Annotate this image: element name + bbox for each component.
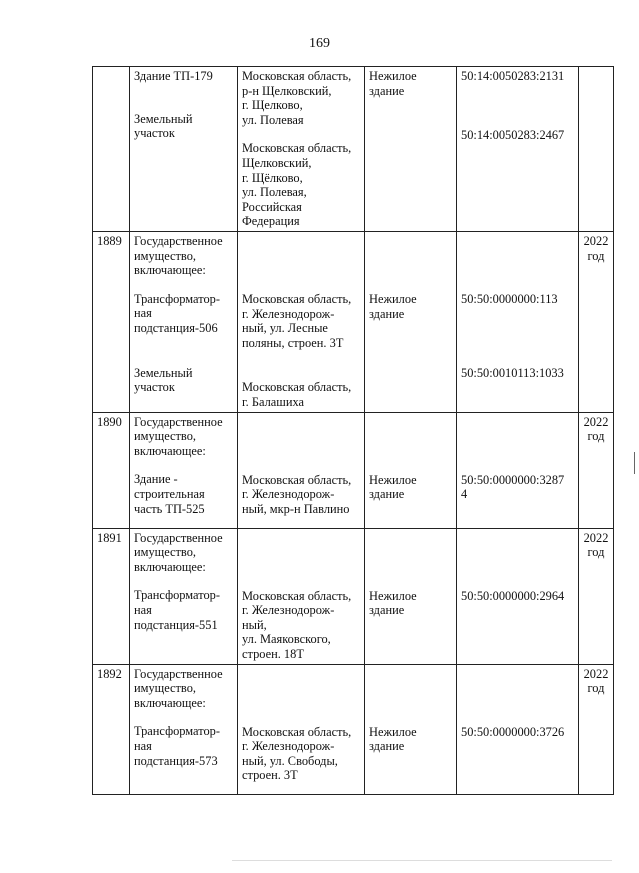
address-cell — [238, 412, 365, 528]
item-name: Земельный участок — [134, 111, 193, 141]
cadastral-number: 50:14:0050283:2467 — [461, 127, 565, 142]
item-address: Московская область, г. Железнодорож- ный, ул. Маяковского, строен. 18Т — [242, 588, 352, 661]
cadastral-cell — [457, 664, 579, 794]
item-address: Московская область, г. Железнодорож- ный, мкр-н Павлино — [242, 472, 352, 516]
cadastral-cell — [457, 67, 579, 232]
cadastral-number: 50:50:0010113:1033 — [461, 365, 564, 380]
year-cell: 2022 год — [579, 664, 614, 794]
name-cell — [130, 528, 238, 664]
type-cell: Нежилое здание — [365, 664, 457, 794]
footer-rule — [232, 860, 612, 861]
group-header: Государственное имущество, включающее: — [134, 666, 223, 710]
item-name: Земельный участок — [134, 365, 193, 395]
cadastral-number: 50:50:0000000:2964 — [461, 588, 565, 603]
item-address: Московская область, Щелковский, г. Щёлково, ул. Полевая, Российская Федерация — [242, 141, 352, 229]
type-cell: Нежилое здание — [365, 67, 457, 232]
row-number-cell — [93, 67, 130, 232]
row-number-cell: 1890 — [93, 412, 130, 528]
address-cell — [238, 67, 365, 232]
year-cell: 2022 год — [579, 232, 614, 413]
property-table — [92, 66, 614, 795]
year-cell: 2022 год — [579, 528, 614, 664]
cadastral-number: 50:50:0000000:3726 — [461, 724, 565, 739]
row-number-cell: 1891 — [93, 528, 130, 664]
item-name: Трансформатор-ная подстанция-551 — [134, 588, 221, 632]
group-header: Государственное имущество, включающее: — [134, 530, 223, 574]
type-cell: Нежилое здание — [365, 412, 457, 528]
table-row — [93, 412, 614, 528]
table-row — [93, 232, 614, 413]
type-cell: Нежилое здание — [365, 232, 457, 413]
name-cell — [130, 232, 238, 413]
item-name: Здание - строительная часть ТП-525 — [134, 472, 205, 516]
name-cell — [130, 412, 238, 528]
item-name: Здание ТП-179 — [134, 69, 213, 83]
address-cell — [238, 664, 365, 794]
item-address: Московская область, г. Железнодорож- ный, ул. Свободы, строен. 3Т — [242, 724, 352, 783]
item-address: Московская область, г. Железнодорож- ный, ул. Лесные поляны, строен. 3Т — [242, 292, 352, 350]
item-name: Трансформатор-ная подстанция-506 — [134, 291, 221, 335]
name-cell — [130, 664, 238, 794]
year-cell: 2022 год — [579, 412, 614, 528]
table-row — [93, 664, 614, 794]
item-address: Московская область, г. Балашиха — [242, 380, 352, 409]
table-row — [93, 67, 614, 232]
name-cell — [130, 67, 238, 232]
margin-mark — [634, 452, 635, 474]
cadastral-number: 50:50:0000000:3287 4 — [461, 472, 565, 502]
table-row — [93, 528, 614, 664]
row-number-cell: 1889 — [93, 232, 130, 413]
cadastral-cell — [457, 232, 579, 413]
cadastral-number: 50:50:0000000:113 — [461, 292, 558, 306]
group-header: Государственное имущество, включающее: — [134, 414, 223, 458]
type-cell: Нежилое здание — [365, 528, 457, 664]
page-number: 169 — [309, 36, 330, 51]
year-cell — [579, 67, 614, 232]
row-number-cell: 1892 — [93, 664, 130, 794]
group-header: Государственное имущество, включающее: — [134, 234, 223, 278]
cadastral-number: 50:14:0050283:2131 — [461, 69, 565, 83]
address-cell — [238, 528, 365, 664]
cadastral-cell — [457, 412, 579, 528]
item-name: Трансформатор-ная подстанция-573 — [134, 724, 221, 768]
item-address: Московская область, р-н Щелковский, г. Щелково, ул. Полевая — [242, 69, 352, 127]
cadastral-cell — [457, 528, 579, 664]
address-cell — [238, 232, 365, 413]
